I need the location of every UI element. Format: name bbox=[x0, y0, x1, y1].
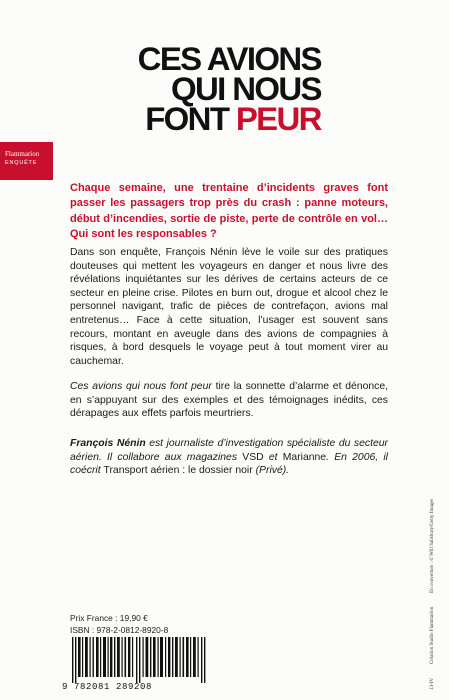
isbn: ISBN : 978-2-0812-8920-8 bbox=[70, 625, 169, 635]
magazine-2: Marianne bbox=[282, 451, 327, 463]
credits-design: Création Studio Flammarion bbox=[430, 606, 435, 665]
publisher-name: Flammarion bbox=[5, 150, 40, 158]
book-title bbox=[137, 41, 321, 137]
barcode-bars-icon bbox=[70, 637, 212, 683]
credits-cover: En couverture : © Will Salisbury/Getty Images bbox=[430, 498, 435, 593]
intro-text: Chaque semaine, une trentaine d’incidents graves font passer les passagers trop près du crash : panne moteurs, début d’incendies, sortie de piste, perte de contrôle en vol… Qui sont les responsables ? bbox=[70, 182, 388, 241]
author-bio-part-1: est journaliste d’investigation spécialiste du secteur aérien. Il collabore aux magazines bbox=[70, 438, 388, 463]
vertical-credits bbox=[430, 500, 435, 690]
credits-code: 13-IV bbox=[430, 678, 435, 690]
coauthored-book: Transport aérien : le dossier noir bbox=[103, 465, 253, 477]
title-line-3-red: PEUR bbox=[236, 101, 321, 137]
title-line-1: CES AVIONS bbox=[137, 41, 321, 77]
price: Prix France : 19,90 € bbox=[70, 613, 148, 623]
author-name: François Nénin bbox=[70, 438, 146, 449]
publisher-tag bbox=[0, 142, 53, 180]
barcode bbox=[62, 637, 212, 695]
author-bio-part-3: . En 2006, il coécrit bbox=[70, 451, 388, 477]
title-line-3-black: FONT bbox=[145, 101, 237, 137]
author-bio-part-2: et bbox=[263, 451, 283, 463]
barcode-number: 9 782081 289208 bbox=[62, 682, 153, 692]
magazine-1: VSD bbox=[242, 451, 264, 463]
paragraph-2 bbox=[70, 380, 388, 421]
paragraph-2-book-title: Ces avions qui nous font peur bbox=[70, 381, 212, 392]
title-line-3 bbox=[138, 101, 321, 137]
author-bio bbox=[70, 437, 388, 478]
paragraph-2-text: tire la sonnette d’alarme et dénonce, en s’appuyant sur des exemples et des témoignages inédits, ces dérapages aux effets parfois meurtriers. bbox=[70, 381, 388, 420]
title-line-2: QUI NOUS bbox=[171, 71, 321, 107]
paragraph-1: Dans son enquête, François Nénin lève le voile sur des pratiques douteuses qui mettent les voyageurs en danger et nous livre des révélations inquiétantes sur les dérives de certains acteurs de ce secteur en pleine crise. Pilotes en burn out, drogue et alcool chez le personnel navigant, trafic de pièces de contrefaçon, avions mal entretenus… Face à cette situation, l’usager est souvent sans recours, montant en aveugle dans des avions de compagnies à risques, à bord desquels le voyage peut à tout moment virer au cauchemar. bbox=[70, 247, 388, 367]
collection-name: ENQUÊTE bbox=[5, 160, 38, 166]
author-bio-part-4: (Privé). bbox=[252, 465, 290, 477]
